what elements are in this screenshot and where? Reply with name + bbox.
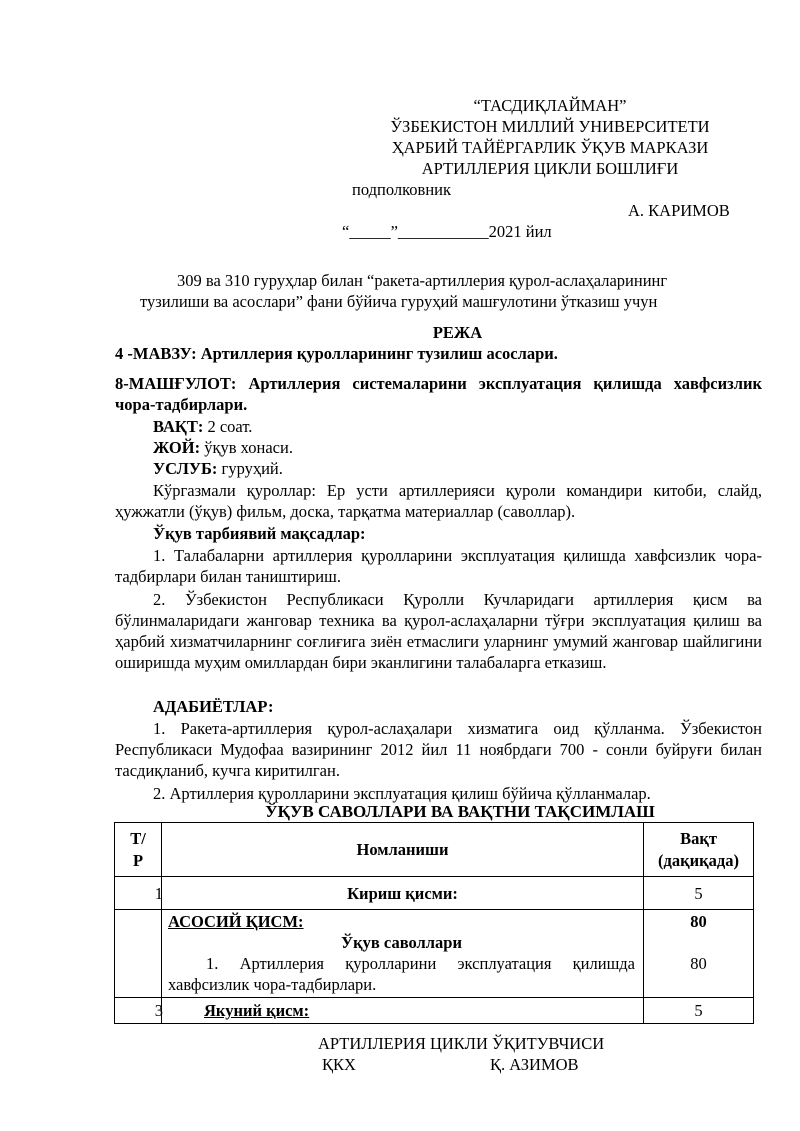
approval-cycle-head: АРТИЛЛЕРИЯ ЦИКЛИ БОШЛИҒИ: [421, 159, 679, 178]
time-value: 2 соат.: [203, 417, 253, 436]
approval-rank: подполковник: [352, 180, 451, 199]
table-title: ЎҚУВ САВОЛЛАРИ ВА ВАҚТНИ ТАҚСИМЛАШ: [265, 802, 655, 821]
table-row: [115, 910, 754, 998]
header-name: Номланиши: [162, 823, 644, 877]
row1-name: Кириш қисми:: [162, 877, 644, 910]
header-num-line1: Т/: [130, 828, 146, 848]
row1-num: [115, 877, 162, 910]
goal-item-2: 2. Ўзбекистон Республикаси Қуролли Кучларидаги артиллерия қисм ва бўлинмаларидаги жанговар техника ва қурол-аслаҳаларни тўғри эксплуатация қилиш ва ҳарбий хизматчиларнинг соғлиғига зиён етмаслиги уларнинг умумий жанговар шайлигини оширишда муҳим омиллардан бири эканлигини талабаларга етказиш.: [115, 590, 762, 672]
row2-num: [115, 910, 162, 998]
questions-subheading: Ўқув саволлари: [341, 933, 462, 952]
row1-time: 5: [644, 877, 754, 910]
intro-line-1: 309 ва 310 гуруҳлар билан “ракета-артиллерия қурол-аслаҳаларининг: [177, 271, 668, 290]
time-label: ВАҚТ:: [153, 417, 204, 436]
place-value: ўқув хонаси.: [200, 438, 293, 457]
approval-date: “_____”___________2021 йил: [342, 222, 552, 241]
literature-item-1: 1. Ракета-артиллерия қурол-аслаҳалари хизматига оид қўлланма. Ўзбекистон Республикаси Мудофаа вазирининг 2012 йил 11 ноябрдаги 700 - сонли буйруғи билан тасдиқланиб, кучга киритилган.: [115, 719, 762, 780]
main-section-label: АСОСИЙ ҚИСМ:: [168, 912, 304, 931]
literature-item-2: 2. Артиллерия қуролларини эксплуатация қилиш бўйича қўлланмалар.: [153, 784, 651, 803]
method-value: гуруҳий.: [217, 459, 283, 478]
time-line: [153, 416, 252, 437]
plan-heading: РЕЖА: [432, 323, 483, 342]
signature-rank: ҚКХ: [322, 1055, 356, 1074]
approval-university: ЎЗБЕКИСТОН МИЛЛИЙ УНИВЕРСИТЕТИ: [390, 117, 710, 136]
table-row: [115, 877, 754, 910]
question-1: 1. Артиллерия қуролларини эксплуатация қилишда хавфсизлик чора-тадбирлари.: [168, 954, 635, 994]
header-num-line2: Р: [132, 850, 144, 870]
row3-name: Якуний қисм:: [162, 998, 644, 1024]
row2-content: [162, 910, 644, 998]
main-section-time: 80: [690, 912, 707, 931]
method-label: УСЛУБ:: [153, 459, 218, 478]
visual-aids-paragraph: Кўргазмали қуроллар: Ер усти артиллерияси қуроли командири китоби, слайд, ҳужжатли (ўқув) фильм, доска, тарқатма материаллар (саволлар).: [115, 481, 762, 521]
header-time-line2: (дақиқада): [658, 850, 739, 870]
schedule-table: [114, 822, 754, 1024]
header-time-line1: Вақт: [680, 828, 717, 848]
row3-time: 5: [644, 998, 754, 1024]
signature-name: Қ. АЗИМОВ: [490, 1055, 579, 1074]
row2-time: [644, 910, 754, 998]
approval-name: А. КАРИМОВ: [628, 201, 730, 220]
topic-line: 4 -МАВЗУ: Артиллерия қуролларининг тузилиш асослари.: [115, 344, 558, 363]
row3-num: [115, 998, 162, 1024]
signature-position: АРТИЛЛЕРИЯ ЦИКЛИ ЎҚИТУВЧИСИ: [318, 1034, 605, 1053]
lesson-line: 8-МАШҒУЛОТ: Артиллерия системаларини эксплуатация қилишда хавфсизлик чора-тадбирлари.: [115, 374, 762, 414]
literature-heading: АДАБИЁТЛАР:: [153, 697, 274, 716]
table-row: [115, 998, 754, 1024]
goal-item-1: 1. Талабаларни артиллерия қуролларини эксплуатация қилишда хавфсизлик чора-тадбирлари билан таништириш.: [115, 546, 762, 586]
goals-heading: Ўқув тарбиявий мақсадлар:: [153, 524, 366, 543]
row1-num-text: 1: [154, 884, 163, 903]
approval-title: “ТАСДИҚЛАЙМАН”: [473, 96, 627, 115]
place-label: ЖОЙ:: [153, 438, 201, 457]
header-time: [644, 823, 754, 877]
header-num: [115, 823, 162, 877]
question-1-time: 80: [690, 954, 707, 973]
approval-center: ҲАРБИЙ ТАЙЁРГАРЛИК ЎҚУВ МАРКАЗИ: [391, 138, 709, 157]
place-line: [153, 437, 293, 458]
method-line: [153, 458, 283, 479]
intro-line-2: тузилиши ва асослари” фани бўйича гуруҳий машғулотини ўтказиш учун: [140, 292, 658, 311]
row3-num-text: 3: [154, 1001, 163, 1020]
table-header-row: [115, 823, 754, 877]
